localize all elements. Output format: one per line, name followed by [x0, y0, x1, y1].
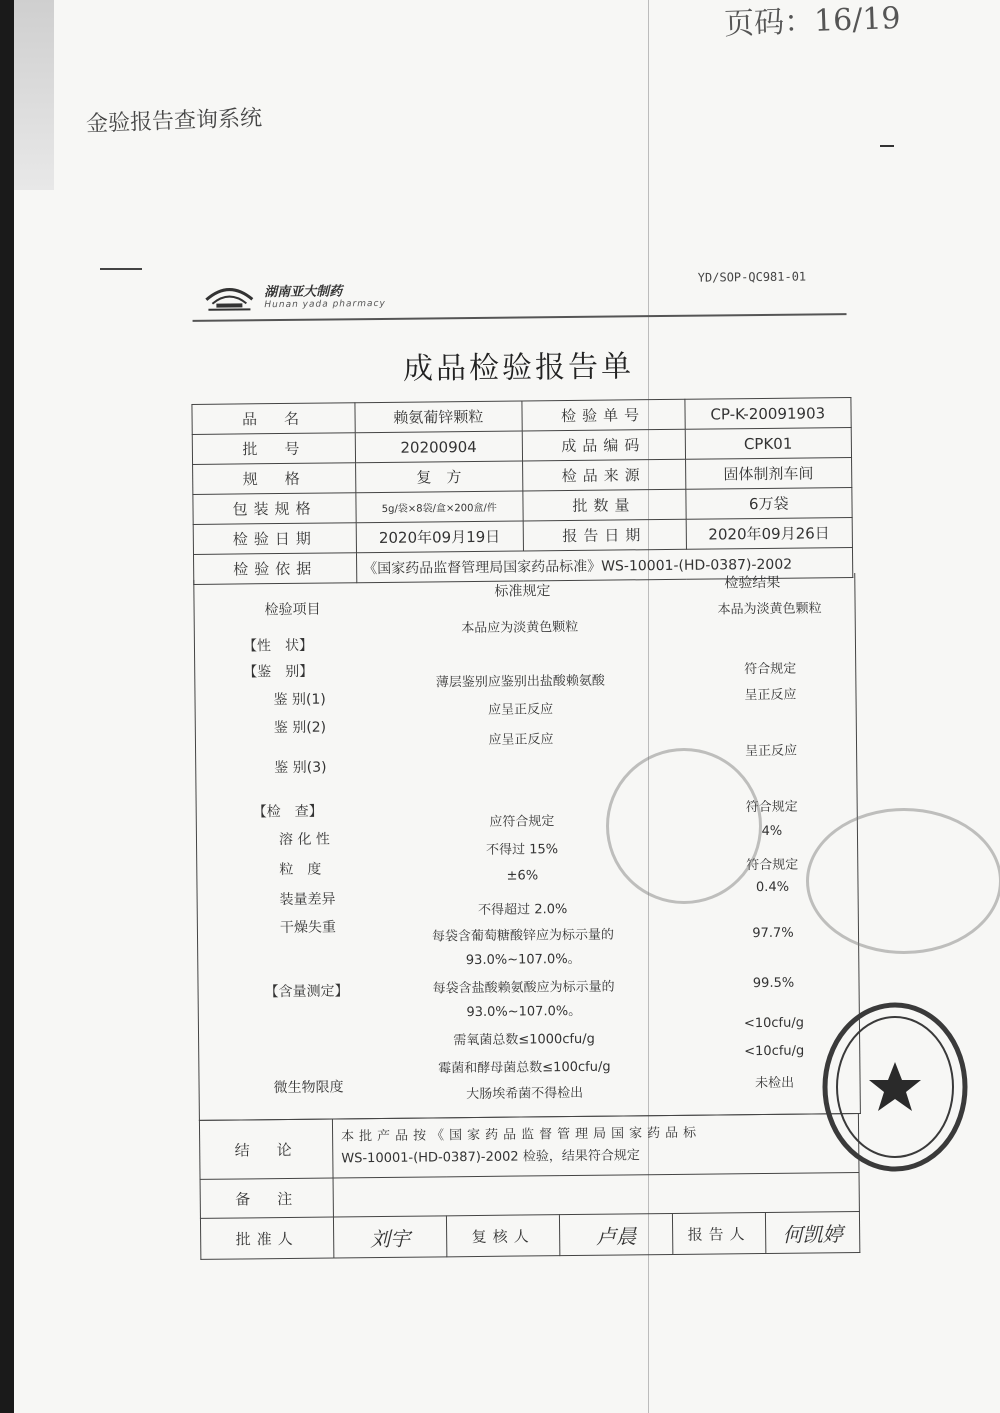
info-label: 报告日期 — [523, 519, 686, 551]
info-value: 2020年09月19日 — [356, 521, 523, 553]
report-sheet — [186, 261, 856, 1251]
info-value: 5g/袋×8袋/盒×200盒/件 — [356, 491, 523, 523]
qc-stamp-icon — [606, 748, 762, 904]
item-micro: 微生物限度 — [273, 1079, 344, 1097]
res-drying: 0.4% — [755, 879, 790, 896]
header-standard: 标准规定 — [494, 583, 551, 600]
res-granularity: 4% — [761, 823, 783, 840]
std-assay1-b: 93.0%~107.0%。 — [465, 951, 581, 969]
res-id2: 呈正反应 — [744, 687, 797, 704]
basis-label: 检验依据 — [193, 553, 356, 585]
item-id1: 鉴 别(1) — [273, 691, 326, 709]
approver-signature: 刘宇 — [333, 1216, 446, 1258]
item-assay: 【含量测定】 — [264, 983, 349, 1001]
header-rule — [193, 313, 847, 322]
info-label: 成品编码 — [522, 429, 685, 461]
item-inspection: 【检 查】 — [252, 803, 323, 821]
conclusion-text — [332, 1114, 859, 1179]
info-value: CPK01 — [685, 428, 852, 460]
system-title: 金验报告查询系统 — [85, 105, 263, 138]
item-id3: 鉴 别(3) — [274, 759, 327, 777]
std-drying: 不得超过 2.0% — [478, 902, 568, 918]
info-value: 复 方 — [356, 461, 523, 493]
res-assay1: 97.7% — [752, 925, 794, 942]
std-granularity: 不得过 15% — [486, 842, 559, 858]
res-micro2: <10cfu/g — [744, 1043, 805, 1060]
res-fill: 符合规定 — [746, 857, 799, 874]
res-solubility: 符合规定 — [745, 799, 798, 816]
basis-value: 《国家药品监督管理局国家药品标准》WS-10001-(HD-0387)-2002 — [356, 548, 852, 583]
std-micro2: 霉菌和酵母菌总数≤100cfu/g — [438, 1059, 611, 1077]
item-granularity: 粒 度 — [279, 861, 322, 879]
info-label: 规 格 — [193, 463, 356, 495]
company-logo-icon — [202, 277, 256, 314]
std-id1: 薄层鉴别应鉴别出盐酸赖氨酸 — [435, 673, 605, 691]
tick-mark — [100, 268, 142, 270]
conclusion-label: 结 论 — [199, 1119, 333, 1179]
info-label: 检验日期 — [193, 523, 356, 555]
info-value: 赖氨葡锌颗粒 — [355, 401, 522, 433]
info-table — [191, 397, 853, 585]
remarks-row — [200, 1173, 859, 1219]
reviewer-label: 复核人 — [446, 1215, 559, 1257]
info-value: 固体制剂车间 — [685, 458, 852, 490]
header-item: 检验项目 — [264, 601, 321, 619]
std-fill: ±6% — [506, 868, 539, 884]
info-value: 6万袋 — [685, 488, 852, 520]
std-assay2-b: 93.0%~107.0%。 — [466, 1003, 582, 1021]
res-appearance: 本品为淡黄色颗粒 — [717, 601, 822, 618]
item-fill: 装量差异 — [279, 891, 336, 909]
info-value: 2020年09月26日 — [686, 518, 853, 550]
res-micro3: 未检出 — [754, 1075, 795, 1092]
conclusion-line-1: 本批产品按《国家药品监督管理局国家药品标 — [341, 1125, 702, 1145]
document-code: YD/SOP-QC981-01 — [697, 269, 807, 285]
info-label: 包装规格 — [193, 493, 356, 525]
res-id3: 呈正反应 — [745, 743, 798, 760]
item-id2: 鉴 别(2) — [273, 719, 327, 737]
info-value: 20200904 — [355, 431, 522, 463]
page-ref: 页码：16/19 — [723, 0, 901, 43]
std-assay1-a: 每袋含葡萄糖酸锌应为标示量的 — [431, 927, 615, 945]
info-label: 批数量 — [522, 489, 685, 521]
remarks-value — [333, 1173, 859, 1218]
company-seal-icon — [820, 1000, 970, 1175]
approver-label: 批准人 — [200, 1217, 333, 1259]
item-appearance: 【性 状】 — [242, 637, 314, 655]
res-micro1: <10cfu/g — [743, 1015, 805, 1032]
item-solubility: 溶 化 性 — [278, 831, 330, 849]
info-label: 检品来源 — [522, 459, 685, 491]
scan-edge — [0, 0, 14, 1413]
dash-mark — [880, 145, 894, 147]
qc-release-stamp-icon — [806, 808, 1000, 954]
info-value: CP-K-20091903 — [684, 398, 851, 430]
remarks-label: 备 注 — [200, 1178, 333, 1218]
reporter-label: 报告人 — [672, 1212, 765, 1254]
reporter-signature: 何凯婷 — [765, 1211, 859, 1253]
std-assay2-a: 每袋含盐酸赖氨酸应为标示量的 — [432, 979, 615, 997]
report-title: 成品检验报告单 — [402, 349, 635, 387]
scan-shadow — [14, 0, 54, 190]
footer-table — [199, 1113, 860, 1260]
reviewer-signature: 卢晨 — [559, 1213, 672, 1255]
company-name-en: Hunan yada pharmacy — [264, 298, 386, 310]
item-drying: 干燥失重 — [279, 919, 336, 937]
std-id3: 应呈正反应 — [488, 732, 554, 748]
std-id2: 应呈正反应 — [488, 702, 554, 718]
item-identification: 【鉴 别】 — [243, 663, 314, 681]
signature-row — [200, 1211, 859, 1259]
info-label: 检验单号 — [521, 399, 684, 431]
std-appearance: 本品应为淡黄色颗粒 — [461, 619, 579, 637]
company-logo — [202, 276, 386, 314]
res-id1: 符合规定 — [744, 661, 797, 678]
conclusion-line-2: WS-10001-(HD-0387)-2002 检验，结果符合规定 — [341, 1148, 640, 1167]
header-result: 检验结果 — [724, 574, 781, 592]
info-label: 批 号 — [192, 433, 355, 465]
res-assay2: 99.5% — [752, 975, 795, 992]
std-solubility: 应符合规定 — [489, 814, 555, 830]
std-micro3: 大肠埃希菌不得检出 — [466, 1085, 584, 1103]
company-name: 湖南亚大制药 — [264, 283, 343, 300]
info-label: 品 名 — [192, 403, 355, 435]
results-section — [193, 573, 861, 1121]
conclusion-row — [199, 1114, 859, 1180]
std-micro1: 需氧菌总数≤1000cfu/g — [453, 1031, 595, 1049]
